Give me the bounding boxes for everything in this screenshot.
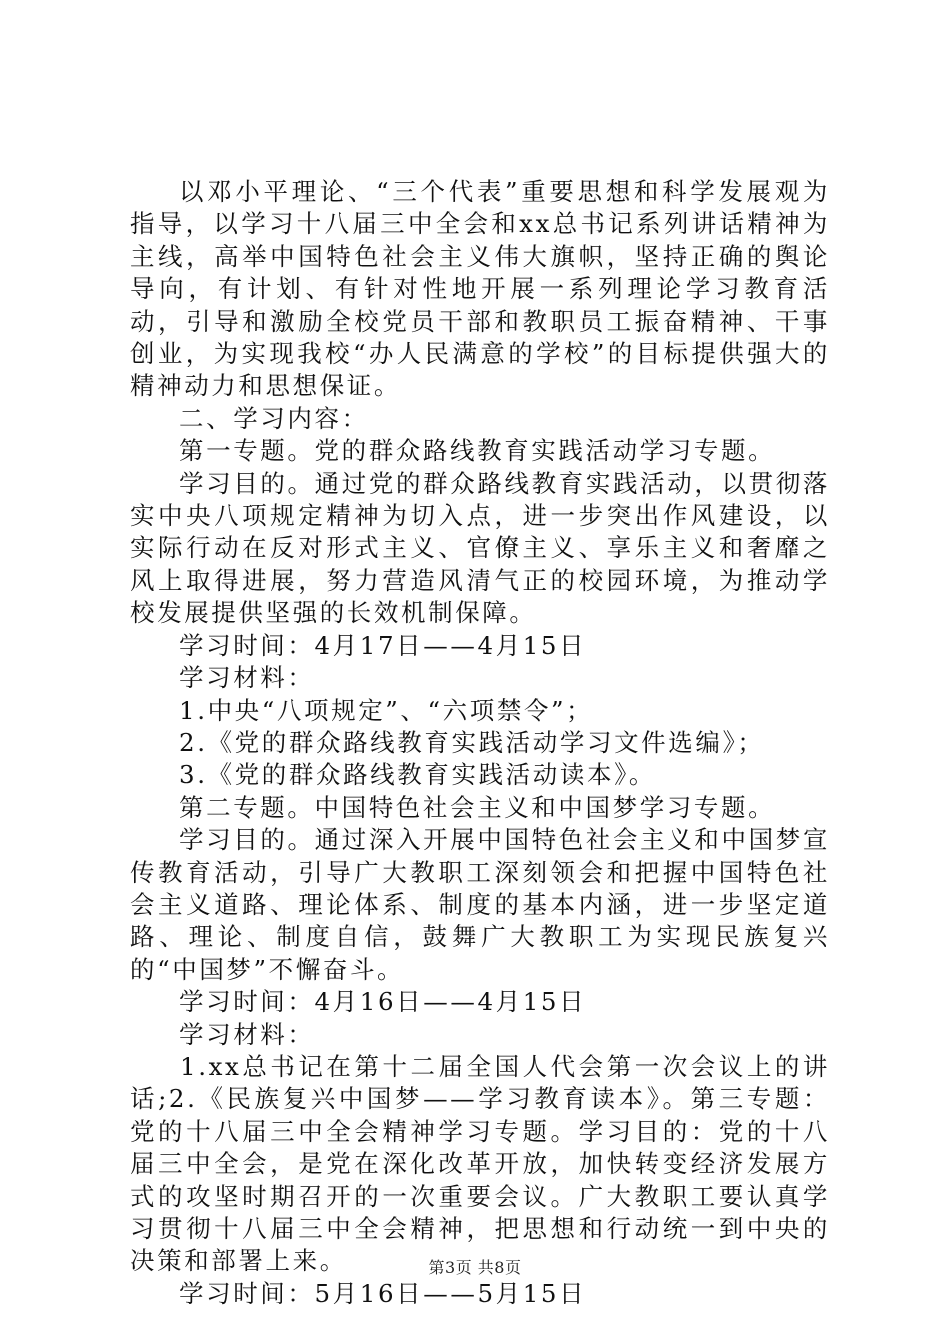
document-body <box>130 176 830 1310</box>
page-number-footer: 第3页 共8页 <box>428 1258 522 1277</box>
topic-one-material-3: 3.《党的群众路线教育实践活动读本》。 <box>179 760 657 790</box>
topic-one-material-2: 2.《党的群众路线教育实践活动学习文件选编》； <box>179 727 765 757</box>
topic-one-title: 第一专题。党的群众路线教育实践活动学习专题。 <box>179 436 776 466</box>
topic-two-materials-label: 学习材料： <box>179 1019 315 1049</box>
paragraph-guiding-ideology: 以邓小平理论、“三个代表”重要思想和科学发展观为指导，以学习十八届三中全会和xx总书记系列讲话精神为主线，高举中国特色社会主义伟大旗帜，坚持正确的舆论导向，有计划、有针对性地开展一系列理论学习教育活动，引导和激励全校党员干部和教职员工振奋精神、干事创业，为实现我校“办人民满意的学校”的目标提供强大的精神动力和思想保证。 <box>130 177 830 401</box>
topic-one-material-1: 1.中央“八项规定”、“六项禁令”； <box>179 695 594 725</box>
topic-two-materials-and-topic-three: 1.xx总书记在第十二届全国人代会第一次会议上的讲话;2.《民族复兴中国梦——学习教育读本》。第三专题：党的十八届三中全会精神学习专题。学习目的：党的十八届三中全会，是党在深化改革开放，加快转变经济发展方式的攻坚时期召开的一次重要会议。广大教职工要认真学习贯彻十八届三中全会精神，把思想和行动统一到中央的决策和部署上来。 <box>130 1051 830 1276</box>
topic-one-time: 学习时间：4月17日——4月15日 <box>179 630 587 660</box>
topic-two-title: 第二专题。中国特色社会主义和中国梦学习专题。 <box>179 792 776 822</box>
topic-three-time: 学习时间：5月16日——5月15日 <box>179 1278 587 1308</box>
topic-two-time: 学习时间：4月16日——4月15日 <box>179 987 587 1017</box>
section-heading-study-content: 二、学习内容： <box>179 403 369 433</box>
topic-one-materials-label: 学习材料： <box>179 663 315 693</box>
topic-one-purpose: 学习目的。通过党的群众路线教育实践活动，以贯彻落实中央八项规定精神为切入点，进一步突出作风建设，以实际行动在反对形式主义、官僚主义、享乐主义和奢靡之风上取得进展，努力营造风清气正的校园环境，为推动学校发展提供坚强的长效机制保障。 <box>130 468 830 628</box>
topic-two-purpose: 学习目的。通过深入开展中国特色社会主义和中国梦宣传教育活动，引导广大教职工深刻领会和把握中国特色社会主义道路、理论体系、制度的基本内涵，进一步坚定道路、理论、制度自信，鼓舞广大教职工为实现民族复兴的“中国梦”不懈奋斗。 <box>130 825 830 984</box>
